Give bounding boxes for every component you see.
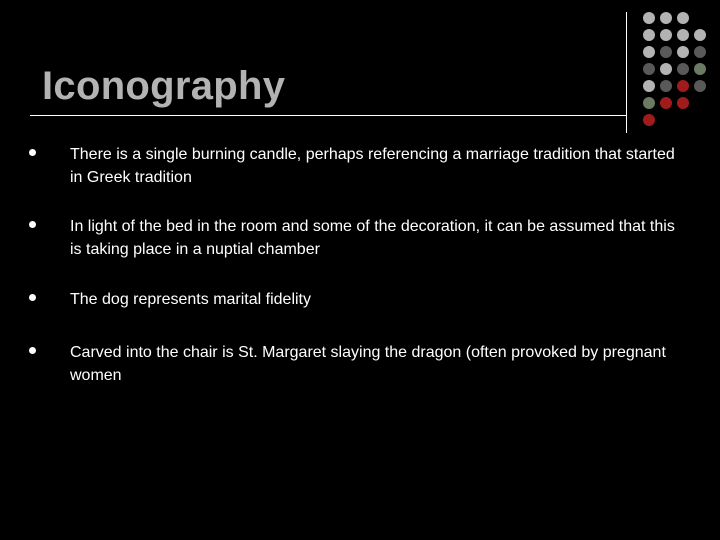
slide-title: Iconography <box>42 64 286 108</box>
bullet-text: There is a single burning candle, perhaps referencing a marriage tradition that started in Greek tradition <box>70 146 675 186</box>
bullet-text: Carved into the chair is St. Margaret slaying the dragon (often provoked by pregnant women <box>70 344 666 384</box>
bullet-dot-icon <box>29 294 36 301</box>
bullet-text: In light of the bed in the room and some of the decoration, it can be assumed that this is taking place in a nuptial chamber <box>70 218 675 258</box>
bullet-dot-icon <box>29 347 36 354</box>
bullet-text: The dog represents marital fidelity <box>70 291 311 308</box>
bullet-dot-icon <box>29 221 36 228</box>
bullet-dot-icon <box>29 149 36 156</box>
